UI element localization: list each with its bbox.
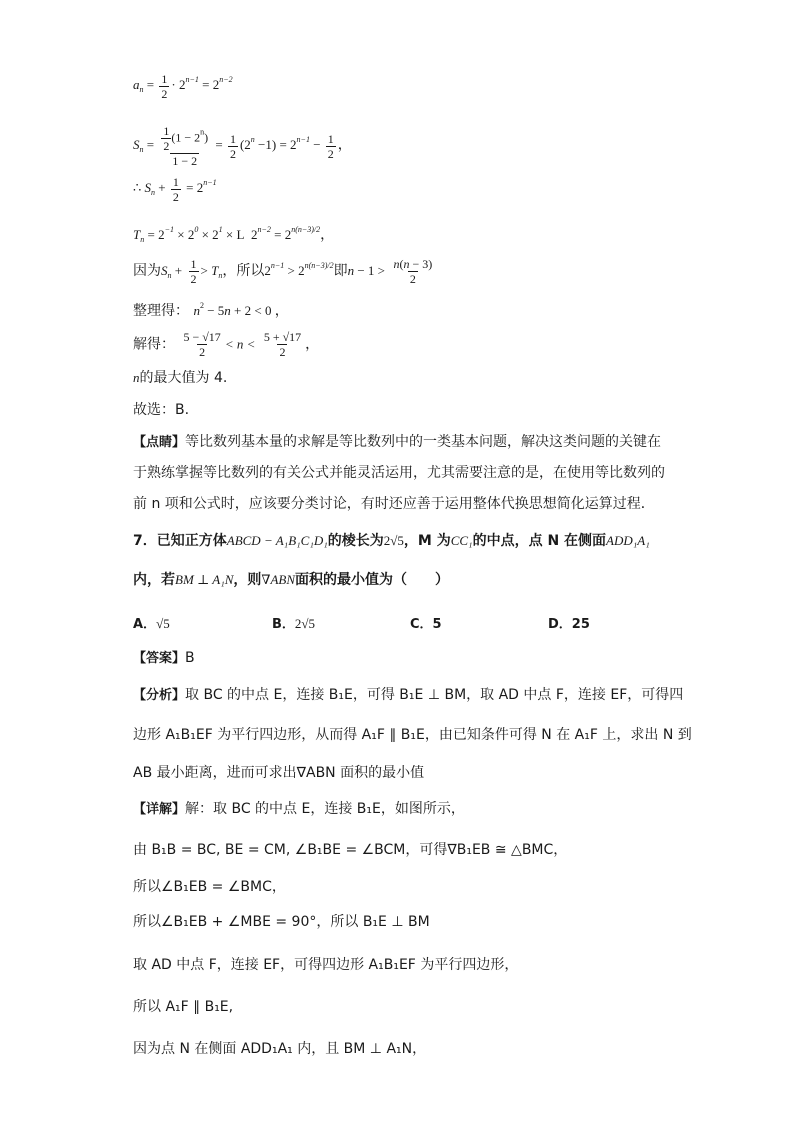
ineq-intro: 因为 bbox=[133, 263, 161, 279]
xiangjie-tag: 【详解】 bbox=[133, 802, 186, 817]
fenxi-text-1: 取 BC 的中点 E，连接 B₁E，可得 B₁E ⊥ BM，取 AD 中点 F，连接 EF，可得四 bbox=[185, 687, 684, 703]
choice-d-value: 25 bbox=[571, 617, 590, 632]
answer-tag: 【答案】 bbox=[133, 651, 186, 666]
xiangjie-line-5: 取 AD 中点 F，连接 EF，可得四边形 A₁B₁EF 为平行四边形， bbox=[133, 957, 519, 973]
choice-b-value: 2√5 bbox=[294, 616, 316, 631]
choice-c-value: 5 bbox=[432, 617, 442, 632]
q7-f: ，则 bbox=[233, 572, 262, 588]
question-7-line-1 bbox=[133, 531, 650, 551]
q7-face: ADD₁A₁ bbox=[606, 533, 650, 548]
max-var: n bbox=[133, 370, 140, 385]
dianjing-line-2: 于熟练掌握等比数列的有关公式并能灵活运用，尤其需要注意的是，在使用等比数列的 bbox=[133, 465, 665, 481]
formula-sn: $S_n$ = $\frac{1}{2}$ $(1 - 2^n)$ 1 − 2 = $\frac{1}{2}$ $(2^n -1) = 2^{n-1}$ − $\frac{1}{2}$ ， bbox=[133, 124, 352, 168]
formula-sn-plus: ∴ $S_n$ + $\frac{1}{2}$ = $2^{n-1}$ bbox=[133, 174, 217, 204]
q7-len: 2√5 bbox=[383, 533, 404, 548]
formula-an: $a_n$ = $\frac{1}{2}$ · $2^{n-1} = 2^{n-2}$ bbox=[133, 71, 233, 101]
dianjing-text-1: 等比数列基本量的求解是等比数列中的一类基本问题，解决这类问题的关键在 bbox=[185, 434, 662, 450]
choice-c bbox=[410, 613, 442, 632]
zhengli-line: 整理得： $n^2 - 5n + 2 < 0$ ， bbox=[133, 301, 289, 319]
q7-tri: ∇ABN bbox=[261, 572, 296, 587]
answer-value: B bbox=[185, 650, 195, 666]
q7-g: 面积的最小值为（ ） bbox=[295, 572, 450, 588]
dianjing-line-3: 前 n 项和公式时，应该要分类讨论，有时还应善于运用整体代换思想简化运算过程． bbox=[133, 496, 655, 512]
fenxi-line-3: AB 最小距离，进而可求出∇ABN 面积的最小值 bbox=[133, 765, 425, 781]
xiangjie-text-1: 解：取 BC 的中点 E，连接 B₁E，如图所示， bbox=[185, 801, 465, 817]
dianjing-tag: 【点睛】 bbox=[133, 435, 186, 450]
choice-a-value: √5 bbox=[156, 616, 170, 631]
answer-line bbox=[133, 648, 195, 669]
choice-a bbox=[133, 613, 170, 632]
fenxi-line-2: 边形 A₁B₁EF 为平行四边形，从而得 A₁F ∥ B₁E，由已知条件可得 N 在 A₁F 上，求出 N 到 bbox=[133, 727, 692, 743]
xiangjie-line-1 bbox=[133, 799, 465, 820]
q7-b: 的棱长为 bbox=[327, 533, 384, 549]
guxuan-line: 故选：B. bbox=[133, 402, 190, 418]
xiangjie-line-2: 由 B₁B = BC, BE = CM, ∠B₁BE = ∠BCM，可得∇B₁EB ≅ △BMC， bbox=[133, 842, 568, 858]
xiangjie-line-4: 所以∠B₁EB + ∠MBE = 90°，所以 B₁E ⊥ BM bbox=[133, 914, 430, 930]
choice-d-letter: D． bbox=[548, 617, 572, 632]
max-text: 的最大值为 4. bbox=[139, 370, 228, 386]
question-7-line-2 bbox=[133, 570, 449, 590]
dianjing-line-1 bbox=[133, 432, 661, 453]
choice-b-letter: B． bbox=[272, 617, 295, 632]
q7-cc: CC₁ bbox=[450, 533, 473, 548]
fenxi-line-1 bbox=[133, 685, 683, 706]
fenxi-tag: 【分析】 bbox=[133, 688, 186, 703]
inequality-line: 因为$S_n$ + $\frac{1}{2}$ > $T_n$，所以$2^{n-1} > 2^{n(n-3)/2}$即n − 1 > $\frac{n(n - 3)}{2}$ bbox=[133, 256, 433, 286]
q7-cube: ABCD − A₁B₁C₁D₁ bbox=[226, 533, 328, 548]
q7-d: 的中点，点 N 在侧面 bbox=[472, 533, 607, 549]
q7-cond: BM ⊥ A₁N bbox=[175, 572, 234, 587]
xiangjie-line-3: 所以∠B₁EB = ∠BMC， bbox=[133, 879, 286, 895]
zhengli-label: 整理得： bbox=[133, 303, 189, 319]
xiangjie-line-6: 所以 A₁F ∥ B₁E, bbox=[133, 999, 234, 1015]
jiede-label: 解得： bbox=[133, 336, 175, 353]
q7-c: ，M 为 bbox=[403, 533, 451, 549]
formula-tn: $T_n = 2^{-1} \times 2^0 \times 2^1 \times L$ $2^{n-2} = 2^{n(n-3)/2}$， bbox=[133, 225, 335, 244]
choice-a-letter: A． bbox=[133, 617, 157, 632]
max-line bbox=[133, 368, 227, 388]
choice-c-letter: C． bbox=[410, 617, 433, 632]
q7-a: 7．已知正方体 bbox=[133, 533, 227, 549]
q7-e: 内，若 bbox=[133, 572, 175, 588]
ineq-ji: 即 bbox=[333, 263, 348, 279]
choice-d bbox=[548, 613, 590, 632]
xiangjie-line-7: 因为点 N 在侧面 ADD₁A₁ 内，且 BM ⊥ A₁N， bbox=[133, 1041, 427, 1057]
ineq-text: ，所以 bbox=[222, 263, 265, 279]
jiede-line: 解得： $\frac{5 - √17}{2}$ < n < $\frac{5 + √17}{2}$ ， bbox=[133, 330, 320, 359]
choice-b bbox=[272, 613, 315, 632]
